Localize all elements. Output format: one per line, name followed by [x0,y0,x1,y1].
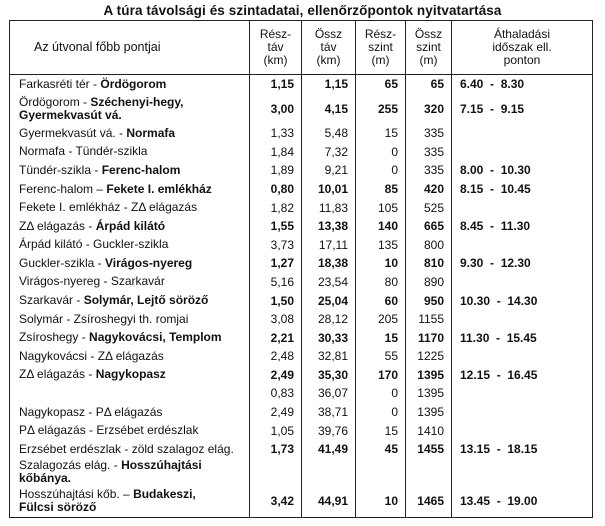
part-elevation-cell: 15 [356,124,406,143]
part-elevation-cell: 80 [356,273,406,292]
segment-from: Ördögorom - [19,94,91,109]
total-elevation-cell: 1170 [406,328,452,347]
segment-destination: Ördögorom [100,76,167,91]
pass-time-cell: 13.45 - 19.00 [452,485,593,517]
segment-destination: Virágos-nyereg [105,255,193,270]
segment-from: Gyermekvasút vá. - [19,125,127,140]
part-distance-cell: 0,80 [250,180,302,199]
pass-time-cell [452,236,593,255]
part-distance-cell: 1,82 [250,198,302,217]
total-distance-cell: 23,54 [302,273,356,292]
pass-time-cell [452,310,593,329]
route-segment-cell [10,328,250,347]
segment-from: Nagykovácsi - ZΔ elágazás [19,348,164,363]
part-distance-cell: 1,73 [250,440,302,459]
total-distance-cell: 9,21 [302,161,356,180]
route-segment-cell [10,75,250,94]
total-elevation-cell: 800 [406,236,452,255]
segment-from: Guckler-szikla - [19,255,106,270]
total-elevation-cell: 1410 [406,421,452,440]
part-distance-cell: 5,16 [250,273,302,292]
part-elevation-cell: 0 [356,384,406,403]
route-segment-cell [10,485,250,517]
header-total-elevation: Össz szint (m) [406,21,452,75]
part-elevation-cell: 135 [356,236,406,255]
total-elevation-cell [406,458,452,485]
segment-from: Farkasréti tér - [19,76,101,91]
part-distance-cell: 3,73 [250,236,302,255]
total-distance-cell: 17,11 [302,236,356,255]
segment-from: PΔ elágazás - Erzsébet erdészlak [19,423,199,438]
segment-destination-line2: Fülcsi söröző [19,500,97,515]
pass-time-cell [452,273,593,292]
segment-destination: Solymár, Lejtő söröző [83,293,209,308]
total-distance-cell: 7,32 [302,143,356,162]
route-segment-cell [10,440,250,459]
segment-destination: Budakeszi, [133,487,196,502]
pass-time-cell: 8.15 - 10.45 [452,180,593,199]
total-distance-cell: 25,04 [302,291,356,310]
route-segment-cell [10,347,250,366]
segment-from: Solymár - Zsíroshegyi th. romjai [19,311,189,326]
total-distance-cell: 4,15 [302,93,356,124]
header-route-points: Az útvonal főbb pontjai [10,21,250,75]
segment-from: Szalagozás elág. - [19,457,122,472]
part-elevation-cell: 140 [356,217,406,236]
route-segment-cell [10,421,250,440]
part-distance-cell: 3,00 [250,93,302,124]
table-row [10,440,593,459]
table-row [10,217,593,236]
route-segment-cell [10,143,250,162]
table-header-row [10,21,593,75]
table-row [10,384,593,403]
route-segment-cell [10,291,250,310]
table-row [10,93,593,124]
part-elevation-cell: 60 [356,291,406,310]
segment-destination: Széchenyi-hegy, [90,94,184,109]
table-row [10,366,593,385]
total-distance-cell: 11,83 [302,198,356,217]
part-elevation-cell: 0 [356,403,406,422]
segment-from: Ferenc-halom – [19,181,107,196]
part-elevation-cell: 65 [356,75,406,94]
table-row [10,347,593,366]
part-distance-cell: 3,42 [250,485,302,517]
total-distance-cell: 30,33 [302,328,356,347]
part-distance-cell: 1,89 [250,161,302,180]
part-elevation-cell: 0 [356,161,406,180]
pass-time-cell: 7.15 - 9.15 [452,93,593,124]
pass-time-cell: 8.00 - 10.30 [452,161,593,180]
total-elevation-cell: 1225 [406,347,452,366]
pass-time-cell [452,403,593,422]
total-distance-cell: 36,07 [302,384,356,403]
pass-time-cell: 12.15 - 16.45 [452,366,593,385]
table-row [10,143,593,162]
total-elevation-cell: 1395 [406,384,452,403]
table-row [10,236,593,255]
table-row [10,124,593,143]
total-distance-cell: 28,12 [302,310,356,329]
table-row [10,403,593,422]
table-row [10,273,593,292]
segment-from: ZΔ elágazás - [19,218,96,233]
total-distance-cell: 35,30 [302,366,356,385]
segment-destination: Hosszúhajtási [121,457,202,472]
part-elevation-cell: 0 [356,143,406,162]
part-distance-cell: 1,50 [250,291,302,310]
total-elevation-cell: 335 [406,161,452,180]
part-distance-cell: 2,49 [250,403,302,422]
route-segment-cell [10,124,250,143]
pass-time-cell: 10.30 - 14.30 [452,291,593,310]
segment-destination: Fekete I. emlékház [106,181,212,196]
part-elevation-cell: 45 [356,440,406,459]
pass-time-cell: 9.30 - 12.30 [452,254,593,273]
route-data-table [9,20,593,518]
total-distance-cell: 1,15 [302,75,356,94]
route-segment-cell [10,217,250,236]
route-segment-cell [10,180,250,199]
total-elevation-cell: 810 [406,254,452,273]
part-distance-cell: 1,05 [250,421,302,440]
part-distance-cell: 1,15 [250,75,302,94]
route-segment-cell [10,310,250,329]
total-distance-cell: 39,76 [302,421,356,440]
table-row [10,458,593,485]
part-elevation-cell: 10 [356,485,406,517]
total-elevation-cell: 65 [406,75,452,94]
total-elevation-cell: 335 [406,124,452,143]
pass-time-cell: 6.40 - 8.30 [452,75,593,94]
part-distance-cell [250,458,302,485]
pass-time-cell [452,421,593,440]
total-distance-cell: 44,91 [302,485,356,517]
part-elevation-cell: 85 [356,180,406,199]
pass-time-cell [452,198,593,217]
segment-destination-line2: kőbánya. [19,470,72,485]
route-segment-cell [10,366,250,385]
header-part-distance: Rész- táv (km) [250,21,302,75]
route-segment-cell [10,161,250,180]
part-distance-cell: 2,49 [250,366,302,385]
route-segment-cell [10,198,250,217]
table-row [10,328,593,347]
route-segment-cell [10,93,250,124]
part-distance-cell: 1,27 [250,254,302,273]
table-row [10,198,593,217]
table-row [10,254,593,273]
header-total-distance: Össz táv (km) [302,21,356,75]
part-elevation-cell: 105 [356,198,406,217]
pass-time-cell: 8.45 - 11.30 [452,217,593,236]
pass-time-cell [452,384,593,403]
table-row [10,291,593,310]
part-elevation-cell: 15 [356,328,406,347]
segment-from: Árpád kilátó - Guckler-szikla [19,237,169,252]
segment-from: Erzsébet erdészlak - zöld szalagoz elág. [19,441,234,456]
table-row [10,485,593,517]
total-distance-cell: 13,38 [302,217,356,236]
segment-destination: Nagykovácsi, Templom [89,330,222,345]
total-distance-cell: 5,48 [302,124,356,143]
total-distance-cell: 32,81 [302,347,356,366]
part-distance-cell: 1,84 [250,143,302,162]
part-distance-cell: 2,21 [250,328,302,347]
total-distance-cell [302,458,356,485]
part-elevation-cell [356,458,406,485]
part-elevation-cell: 255 [356,93,406,124]
pass-time-cell [452,458,593,485]
table-row [10,180,593,199]
total-elevation-cell: 1465 [406,485,452,517]
total-elevation-cell: 525 [406,198,452,217]
header-part-elevation: Rész- szint (m) [356,21,406,75]
pass-time-cell [452,143,593,162]
page-title: A túra távolsági és szintadatai, ellenőrzőpontok nyitvatartása [103,3,502,18]
part-distance-cell: 0,83 [250,384,302,403]
table-row [10,310,593,329]
header-pass-time: Áthaladási időszak ell. ponton [452,21,593,75]
part-distance-cell: 1,55 [250,217,302,236]
part-elevation-cell: 170 [356,366,406,385]
pass-time-cell: 13.15 - 18.15 [452,440,593,459]
total-elevation-cell: 420 [406,180,452,199]
total-elevation-cell: 890 [406,273,452,292]
segment-from: Nagykopasz - PΔ elágazás [19,404,163,419]
total-elevation-cell: 1395 [406,403,452,422]
total-distance-cell: 18,38 [302,254,356,273]
segment-from: Tündér-szikla - [19,162,102,177]
route-segment-cell [10,458,250,485]
pass-time-cell [452,124,593,143]
segment-from: ZΔ elágazás - [19,367,96,382]
pass-time-cell [452,347,593,366]
table-row [10,421,593,440]
total-distance-cell: 41,49 [302,440,356,459]
part-elevation-cell: 55 [356,347,406,366]
route-segment-cell [10,403,250,422]
total-elevation-cell: 1455 [406,440,452,459]
part-distance-cell: 1,33 [250,124,302,143]
part-elevation-cell: 10 [356,254,406,273]
pass-time-cell: 11.30 - 15.45 [452,328,593,347]
segment-from: Hosszúhajtási kőb. – [19,487,134,502]
segment-destination: Ferenc-halom [101,162,181,177]
route-segment-cell [10,273,250,292]
part-elevation-cell: 205 [356,310,406,329]
total-elevation-cell: 950 [406,291,452,310]
table-row [10,75,593,94]
segment-from: Normafa - Tündér-szikla [19,144,148,159]
route-segment-cell [10,384,250,403]
segment-from: Virágos-nyereg - Szarkavár [19,274,165,289]
segment-destination: Normafa [126,125,176,140]
part-distance-cell: 2,48 [250,347,302,366]
total-elevation-cell: 1155 [406,310,452,329]
table-row [10,161,593,180]
total-distance-cell: 38,71 [302,403,356,422]
part-elevation-cell: 15 [356,421,406,440]
total-elevation-cell: 335 [406,143,452,162]
total-elevation-cell: 665 [406,217,452,236]
segment-destination: Árpád kilátó [95,218,166,233]
part-distance-cell: 3,08 [250,310,302,329]
total-elevation-cell: 320 [406,93,452,124]
segment-from: Zsíroshegy - [19,330,90,345]
segment-from: Szarkavár - [19,293,84,308]
total-distance-cell: 10,01 [302,180,356,199]
route-segment-cell [10,236,250,255]
segment-from: Fekete I. emlékház - ZΔ elágazás [19,200,198,215]
segment-destination: Nagykopasz [95,367,166,382]
route-segment-cell [10,254,250,273]
segment-destination-line2: Gyermekvasút vá. [19,107,122,122]
total-elevation-cell: 1395 [406,366,452,385]
